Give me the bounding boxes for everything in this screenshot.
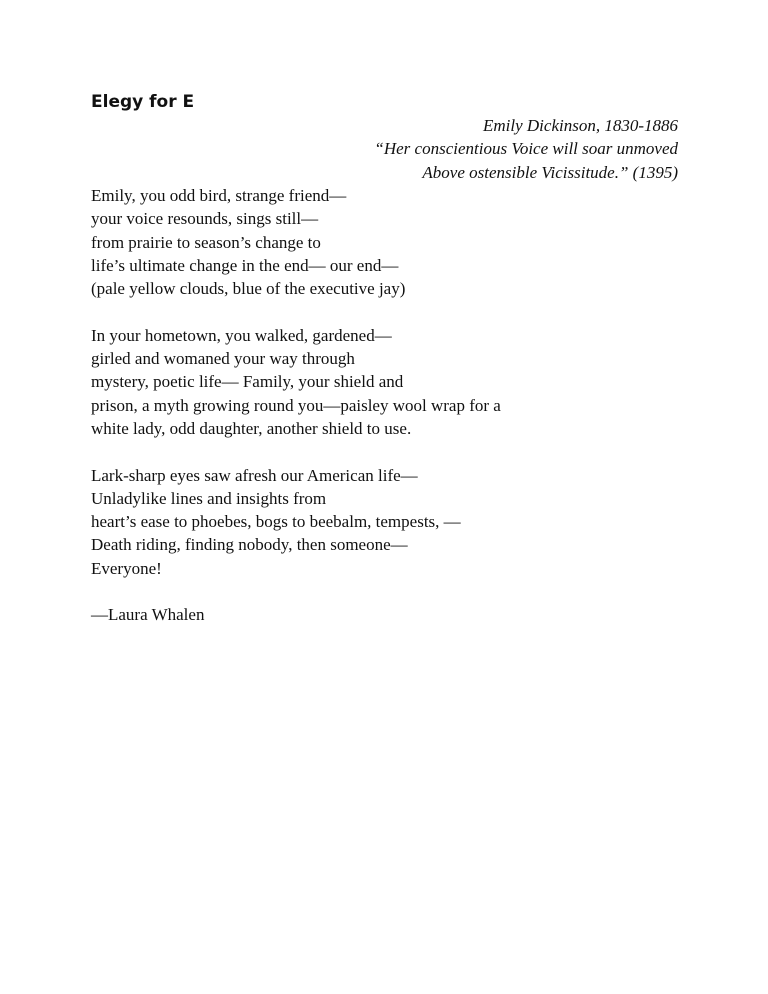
poem-line: your voice resounds, sings still—: [91, 209, 319, 229]
stanza-1: [91, 184, 501, 300]
epigraph-line: Above ostensible Vicissitude.” (1395): [422, 162, 678, 182]
author-signature: —Laura Whalen: [91, 605, 205, 625]
poem-line: girled and womaned your way through: [91, 349, 355, 369]
stanza-3: [91, 464, 501, 580]
poem-line: (pale yellow clouds, blue of the executive jay): [91, 279, 406, 299]
poem-line: Lark-sharp eyes saw afresh our American life—: [91, 465, 418, 485]
poem-line: mystery, poetic life— Family, your shield and: [91, 372, 404, 392]
stanza-2: [91, 324, 501, 440]
poem-line: white lady, odd daughter, another shield to use.: [91, 418, 412, 438]
poem-line: Unladylike lines and insights from: [91, 488, 327, 508]
poem-line: Emily, you odd bird, strange friend—: [91, 186, 347, 205]
poem-line: life’s ultimate change in the end— our end—: [91, 255, 399, 275]
poem-line: heart’s ease to phoebes, bogs to beebalm, tempests, —: [91, 512, 461, 532]
epigraph-line: “Her conscientious Voice will soar unmoved: [374, 139, 678, 159]
epigraph: [374, 114, 678, 184]
poem-line: from prairie to season’s change to: [91, 232, 321, 252]
poem-line: prison, a myth growing round you—paisley wool wrap for a: [91, 395, 501, 415]
poem-body: [91, 184, 501, 627]
poem-line: Everyone!: [91, 558, 162, 578]
poem-line: In your hometown, you walked, gardened—: [91, 325, 392, 345]
poem-line: Death riding, finding nobody, then someone—: [91, 535, 408, 555]
epigraph-line: Emily Dickinson, 1830-1886: [483, 116, 678, 135]
poem-title: Elegy for E: [91, 92, 195, 112]
